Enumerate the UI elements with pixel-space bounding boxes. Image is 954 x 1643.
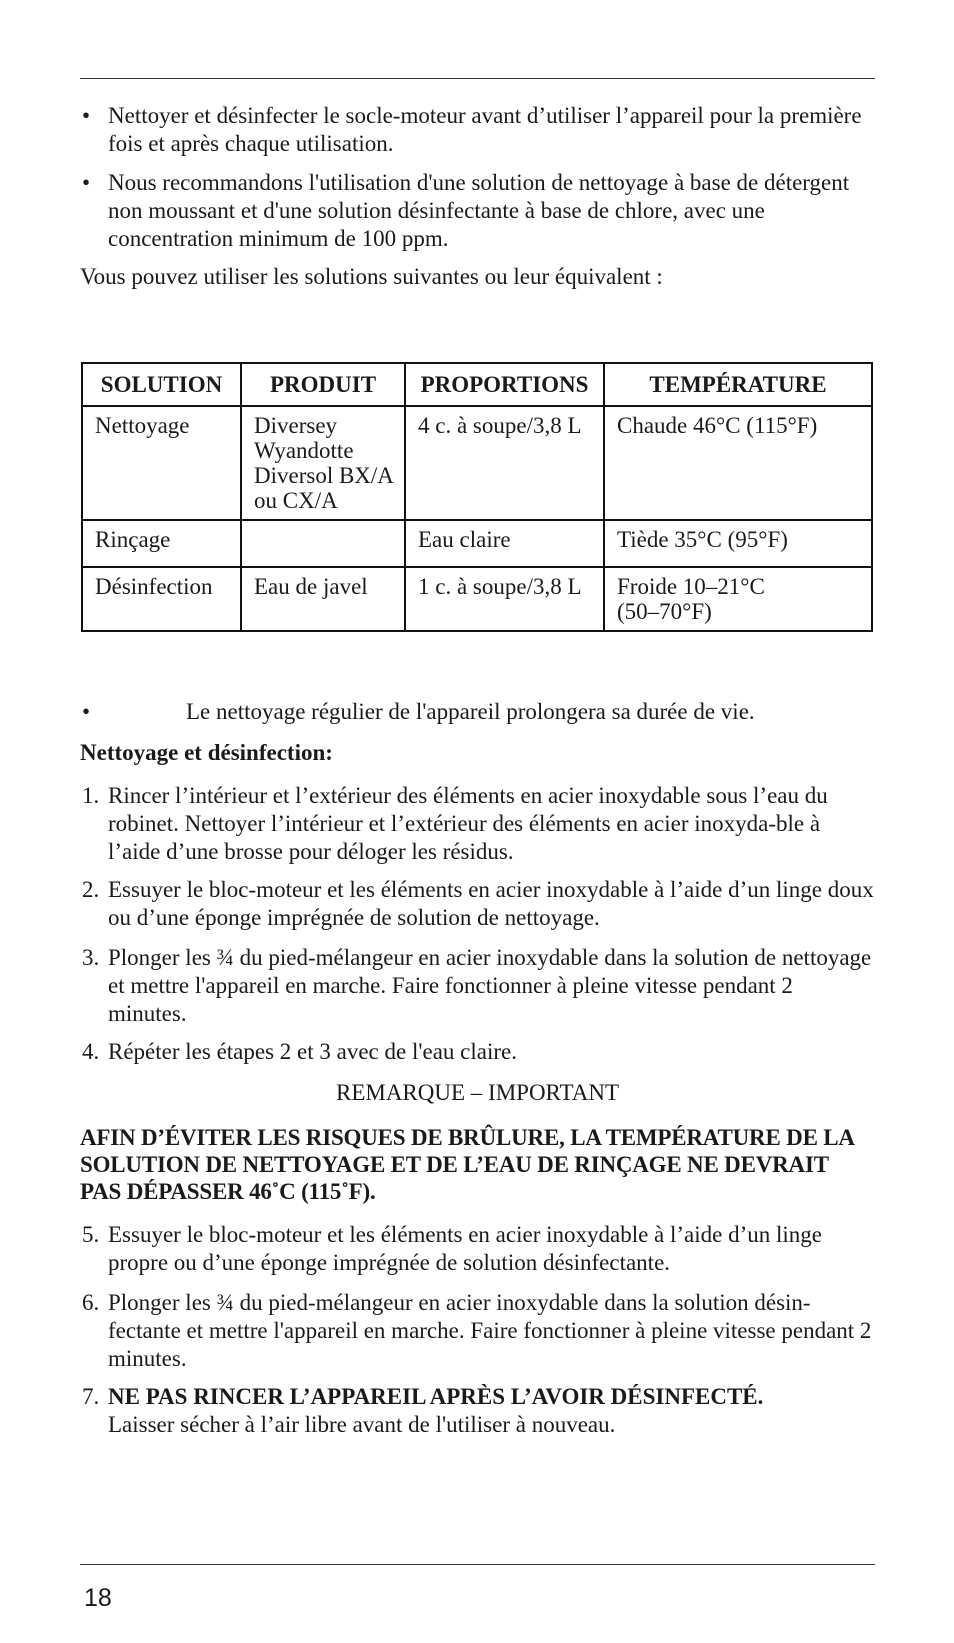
table-row: [82, 520, 872, 567]
table-header-cell: PRODUIT: [241, 363, 405, 406]
step-number: 1.: [82, 783, 100, 808]
table-cell: 1 c. à soupe/3,8 L: [405, 567, 604, 631]
remark-title: REMARQUE – IMPORTANT: [335, 1080, 619, 1105]
table-cell: Chaude 46°C (115°F): [604, 406, 872, 520]
bullet-item: [82, 102, 877, 158]
step-text: Rincer l’intérieur et l’extérieur des éléments en acier inoxydable sous l’eau du robinet. Nettoyer l’intérieur et l’extérieur des éléments en acier inoxyda-ble à l’aide d’une brosse pour déloger les résidus.: [108, 783, 828, 864]
bullet-dot: •: [82, 103, 91, 128]
note-bullet-text: Le nettoyage régulier de l'appareil prolongera sa durée de vie.: [186, 699, 755, 724]
step-text: Plonger les ¾ du pied-mélangeur en acier inoxydable dans la solution de nettoyage et mettre l'appareil en marche. Faire fonctionner à pleine vitesse pendant 2 minutes.: [108, 945, 872, 1026]
table-header-cell: PROPORTIONS: [405, 363, 604, 406]
step7-bold-text: NE PAS RINCER L’APPAREIL APRÈS L’AVOIR DÉSINFECTÉ.: [108, 1384, 764, 1409]
step-number: 5.: [82, 1222, 100, 1247]
list-item: [82, 1289, 877, 1373]
section-title: Nettoyage et désinfection:: [80, 740, 333, 765]
solutions-table: [81, 362, 873, 632]
step-text: Essuyer le bloc-moteur et les éléments en acier inoxydable à l’aide d’un linge propre ou d’une éponge imprégnée de solution désinfectante.: [108, 1222, 823, 1275]
list-item: [82, 1038, 877, 1066]
list-item: [82, 1221, 877, 1277]
bullet-item: [82, 169, 877, 253]
table-cell: Froide 10–21°C (50–70°F): [604, 567, 872, 631]
step-number: 2.: [82, 877, 100, 902]
step-text: Plonger les ¾ du pied-mélangeur en acier inoxydable dans la solution désin-fectante et mettre l'appareil en marche. Faire fonctionner à pleine vitesse pendant 2 minutes.: [108, 1290, 872, 1371]
warning-text: AFIN D’ÉVITER LES RISQUES DE BRÛLURE, LA TEMPÉRATURE DE LA SOLUTION DE NETTOYAGE ET DE L’EAU DE RINÇAGE NE DEVRAIT PAS DÉPASSER 46˚C (115˚F).: [80, 1125, 854, 1204]
table-cell: Désinfection: [82, 567, 241, 631]
list-item: [82, 1383, 877, 1439]
list-item: [82, 944, 877, 1028]
step-number: 7.: [82, 1384, 100, 1409]
table-cell: Eau de javel: [241, 567, 405, 631]
table-cell: [241, 520, 405, 567]
bullet-dot: •: [82, 170, 91, 195]
table-cell: Eau claire: [405, 520, 604, 567]
table-cell: Rinçage: [82, 520, 241, 567]
step-number: 4.: [82, 1039, 100, 1064]
bottom-rule: [80, 1564, 875, 1565]
table-header-cell: TEMPÉRATURE: [604, 363, 872, 406]
bullet-dot: •: [82, 699, 91, 724]
step-text: Répéter les étapes 2 et 3 avec de l'eau claire.: [108, 1039, 517, 1064]
step-text: [82, 1383, 877, 1439]
list-item: [82, 876, 877, 932]
top-rule: [80, 78, 875, 79]
step-number: 3.: [82, 945, 100, 970]
table-row: [82, 567, 872, 631]
bullet-text: Nous recommandons l'utilisation d'une solution de nettoyage à base de détergent non moussant et d'une solution désinfectante à base de chlore, avec une concentration minimum de 100 ppm.: [108, 170, 850, 251]
step-text: Essuyer le bloc-moteur et les éléments en acier inoxydable à l’aide d’un linge doux ou d’une éponge imprégnée de solution de nettoyage.: [108, 877, 874, 930]
table-header-row: [82, 363, 872, 406]
table-row: [82, 406, 872, 520]
table-cell: Diversey Wyandotte Diversol BX/A ou CX/A: [241, 406, 405, 520]
table-cell: 4 c. à soupe/3,8 L: [405, 406, 604, 520]
table-header-cell: SOLUTION: [82, 363, 241, 406]
page-number: 18: [84, 1584, 112, 1612]
intro-text: Vous pouvez utiliser les solutions suivantes ou leur équivalent :: [80, 264, 663, 289]
step7-text: Laisser sécher à l’air libre avant de l'utiliser à nouveau.: [108, 1412, 616, 1437]
note-bullet: [80, 698, 875, 726]
step-number: 6.: [82, 1290, 100, 1315]
table-cell: Tiède 35°C (95°F): [604, 520, 872, 567]
bullet-text: Nettoyer et désinfecter le socle-moteur avant d’utiliser l’appareil pour la première fois et après chaque utilisation.: [108, 103, 862, 156]
list-item: [82, 782, 877, 866]
table-cell: Nettoyage: [82, 406, 241, 520]
